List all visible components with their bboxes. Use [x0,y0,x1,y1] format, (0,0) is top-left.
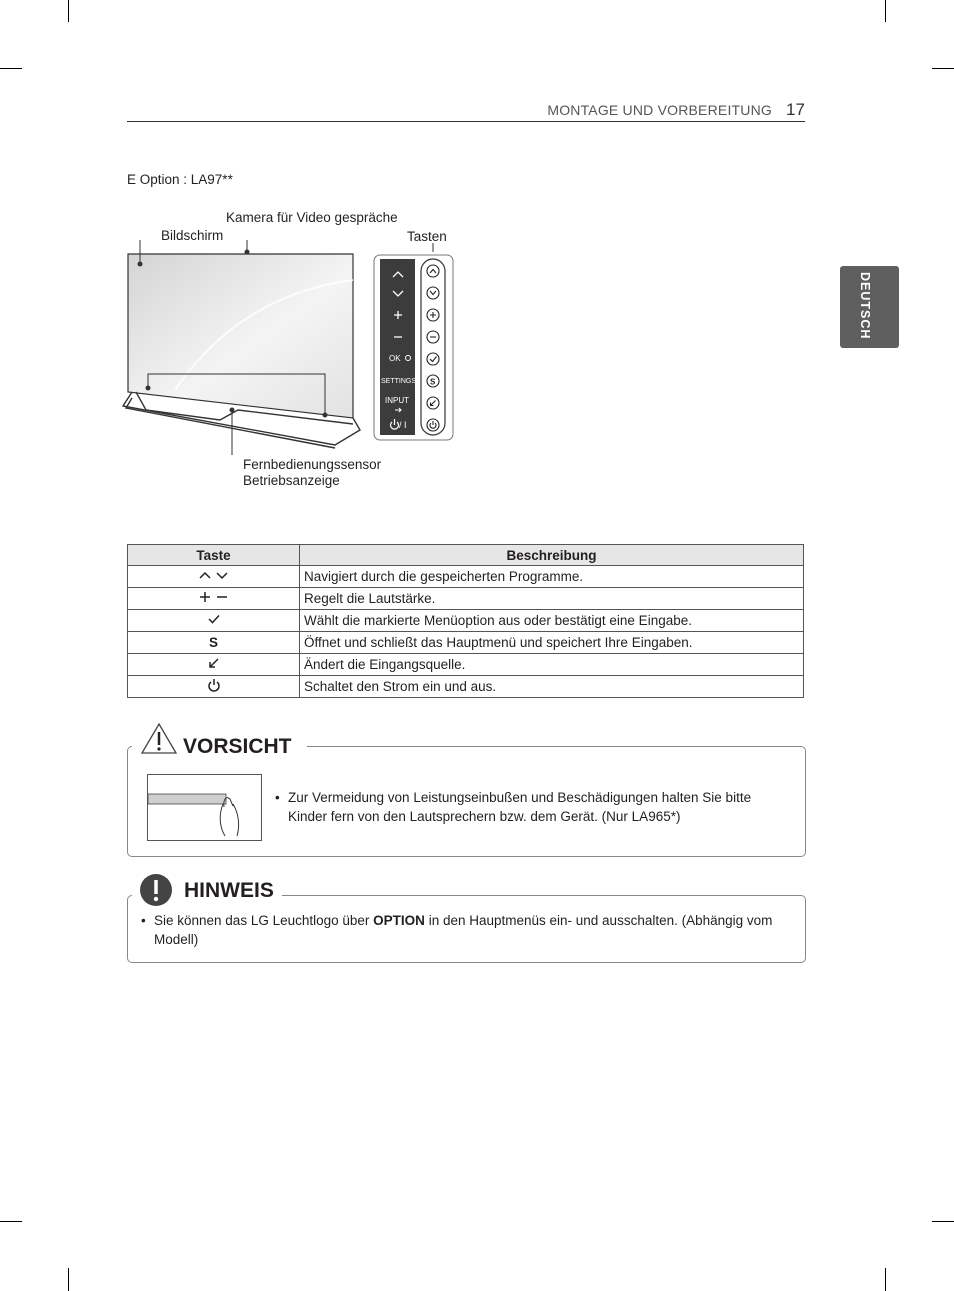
table-cell-key [128,566,300,588]
crop-mark [885,0,886,22]
caution-title: VORSICHT [179,735,300,759]
table-header-key: Taste [128,545,300,566]
table-row [128,632,804,654]
crop-mark [932,1221,954,1222]
input-label: INPUT [385,396,409,405]
table-row [128,654,804,676]
camera-label: Kamera für Video gespräche [226,210,398,225]
model-option-label: E Option : LA97** [127,172,233,187]
language-tab [840,266,899,348]
table-cell-description: Regelt die Lautstärke. [300,588,804,610]
note-bullet [141,911,794,949]
table-row [128,610,804,632]
child-hand-illustration [147,774,262,841]
caution-bullet [275,788,788,826]
table-cell-description: Öffnet und schließt das Hauptmenü und speichert Ihre Eingaben. [300,632,804,654]
language-tab-label: DEUTSCH [858,272,872,340]
note-title: HINWEIS [180,879,282,903]
crop-mark [0,68,22,69]
bullet-icon: • [141,913,146,928]
table-cell-description: Wählt die markierte Menüoption aus oder bestätigt eine Eingabe. [300,610,804,632]
power-icon [207,678,221,692]
crop-mark [68,0,69,22]
crop-mark [68,1268,69,1291]
button-panel [374,255,453,440]
plus-minus-icon [197,591,231,603]
buttons-label: Tasten [407,229,447,244]
ok-label: OK [389,354,401,363]
power-indicator-label: Betriebsanzeige [243,473,340,488]
table-cell-description: Ändert die Eingangsquelle. [300,654,804,676]
table-row [128,566,804,588]
table-cell-description: Navigiert durch die gespeicherten Programme. [300,566,804,588]
crop-mark [0,1221,22,1222]
table-cell-description: Schaltet den Strom ein und aus. [300,676,804,698]
crop-mark [885,1268,886,1291]
chevron-up-down-icon [197,569,231,581]
check-icon [207,613,221,625]
tv-screen [128,254,353,418]
section-title: MONTAGE UND VORBEREITUNG [547,102,772,118]
note-text-before: Sie können das LG Leuchtlogo über [154,913,374,928]
note-text-after: in den Hauptmenüs ein- und ausschalten. (Abhängig vom Modell) [154,913,773,947]
power-label: / I [399,420,407,430]
table-cell-key [128,654,300,676]
table-cell-key [128,676,300,698]
table-cell-key [128,610,300,632]
caution-text: Zur Vermeidung von Leistungseinbußen und Beschädigungen halten Sie bitte Kinder fern von den Lautsprechern bzw. dem Gerät. (Nur LA965*) [288,790,752,824]
table-row [128,676,804,698]
input-arrow-icon [207,657,221,669]
warning-triangle-icon [140,722,178,756]
remote-sensor-label: Fernbedienungssensor [243,457,382,472]
tv-diagram [120,240,460,455]
screen-label: Bildschirm [161,228,224,243]
svg-text:S: S [430,377,436,387]
settings-label: SETTINGS [381,378,417,385]
note-text-option: OPTION [373,913,425,928]
button-description-table [127,544,804,698]
exclamation-icon [139,873,173,907]
crop-mark [932,68,954,69]
bullet-icon: • [275,790,280,805]
page-number: 17 [786,100,805,119]
table-row [128,588,804,610]
table-header-description: Beschreibung [300,545,804,566]
table-cell-key [128,588,300,610]
settings-s-icon: S [128,632,300,654]
header-divider [127,121,805,122]
